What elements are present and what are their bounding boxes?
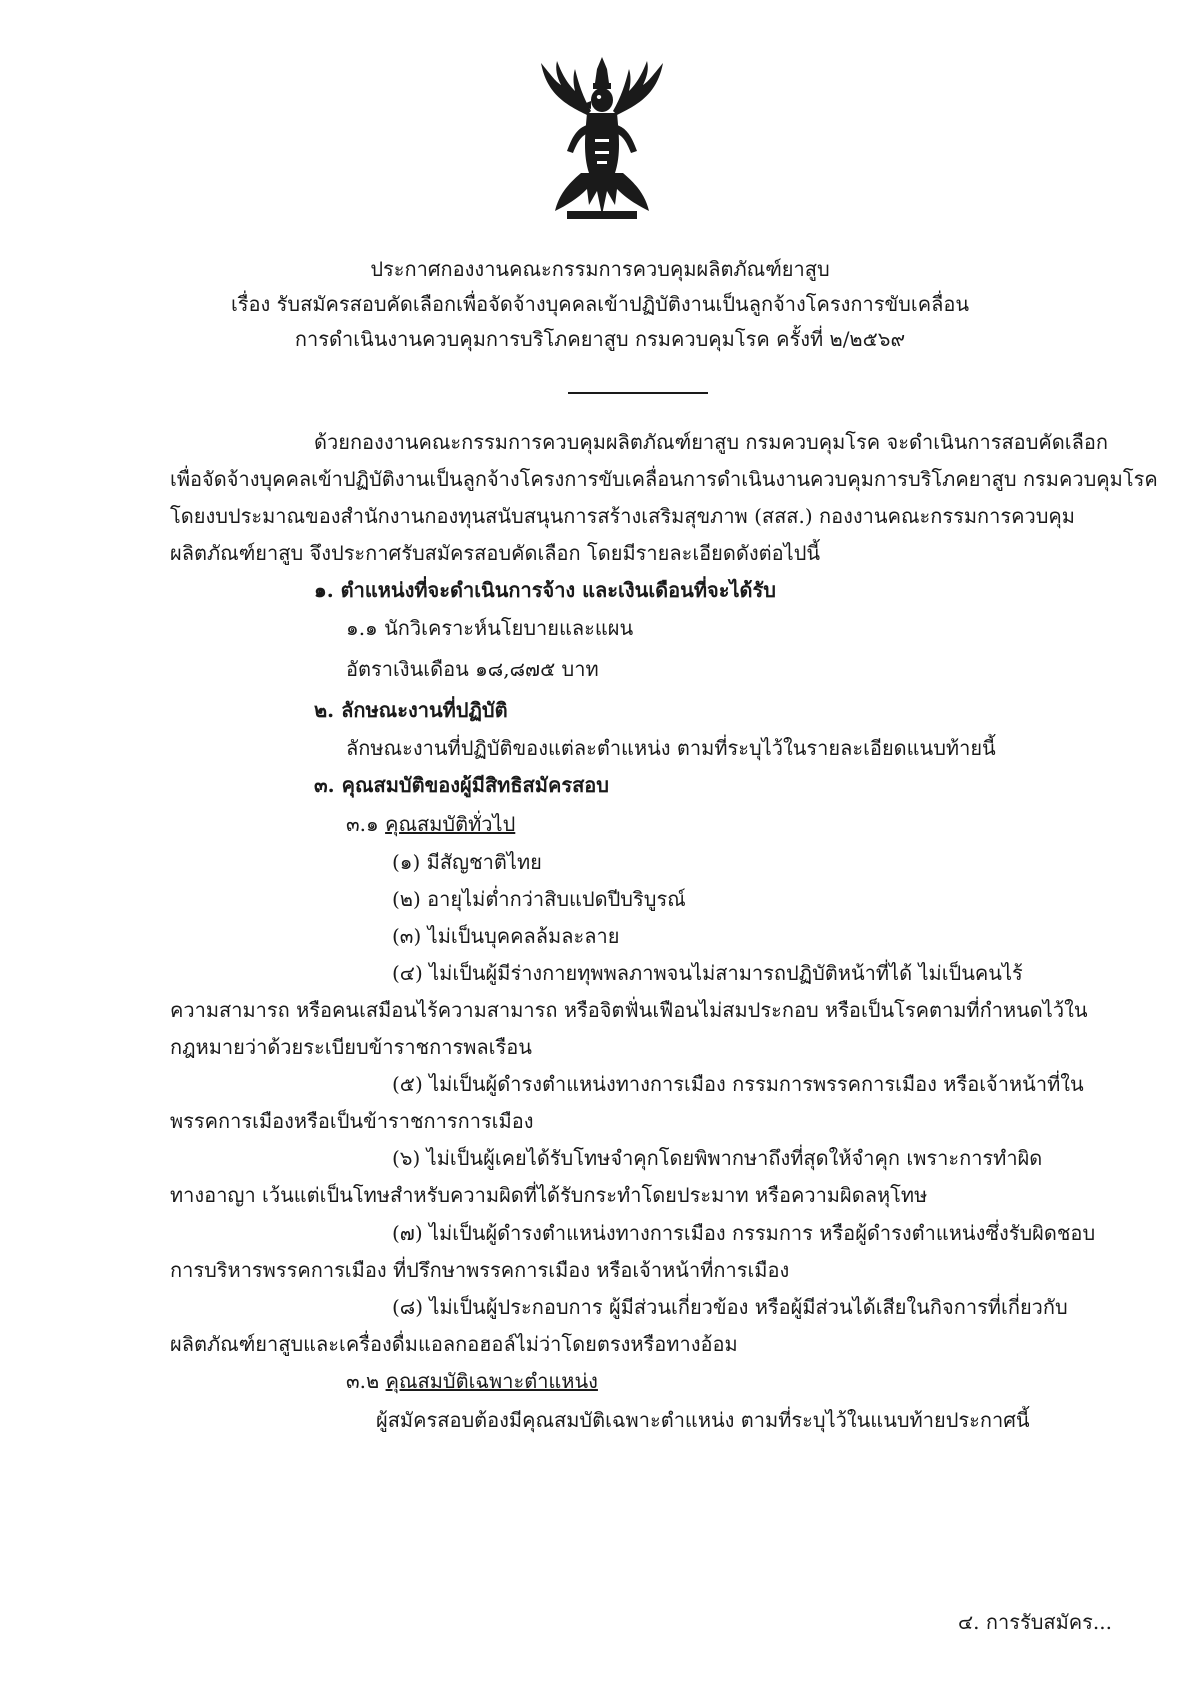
specific-qualifications-title: คุณสมบัติเฉพาะตำแหน่ง [385, 1369, 598, 1393]
qualification-item-continued: การบริหารพรรคการเมือง ที่ปรึกษาพรรคการเมือง หรือเจ้าหน้าที่การเมือง [170, 1258, 790, 1282]
position-item: ๑.๑ นักวิเคราะห์นโยบายและแผน [346, 616, 634, 640]
specific-qualifications-heading [346, 1369, 598, 1393]
section-3-heading: ๓. คุณสมบัติของผู้มีสิทธิสมัครสอบ [314, 773, 609, 797]
specific-qualifications-text: ผู้สมัครสอบต้องมีคุณสมบัติเฉพาะตำแหน่ง ตามที่ระบุไว้ในแนบท้ายประกาศนี้ [376, 1408, 1030, 1432]
announcement-subject-line-1: เรื่อง รับสมัครสอบคัดเลือกเพื่อจัดจ้างบุคคลเข้าปฏิบัติงานเป็นลูกจ้างโครงการขับเคลื่อน [230, 292, 970, 316]
page-continuation: ๔. การรับสมัคร... [958, 1610, 1112, 1634]
general-qualifications-title: คุณสมบัติทั่วไป [385, 812, 516, 836]
qualification-item: (๘) ไม่เป็นผู้ประกอบการ ผู้มีส่วนเกี่ยวข้อง หรือผู้มีส่วนได้เสียในกิจการที่เกี่ยวกับ [392, 1295, 1068, 1319]
qualification-item-continued: ทางอาญา เว้นแต่เป็นโทษสำหรับความผิดที่ได้รับกระทำโดยประมาท หรือความผิดลหุโทษ [170, 1183, 928, 1207]
qualification-item: (๕) ไม่เป็นผู้ดำรงตำแหน่งทางการเมือง กรรมการพรรคการเมือง หรือเจ้าหน้าที่ใน [392, 1072, 1084, 1096]
qualification-item: (๓) ไม่เป็นบุคคลล้มละลาย [392, 924, 620, 948]
qualification-item-continued: ผลิตภัณฑ์ยาสูบและเครื่องดื่มแอลกอฮอล์ไม่ว่าโดยตรงหรือทางอ้อม [170, 1332, 738, 1356]
header-divider [568, 392, 708, 394]
qualification-item: (๖) ไม่เป็นผู้เคยได้รับโทษจำคุกโดยพิพากษาถึงที่สุดให้จำคุก เพราะการทำผิด [392, 1146, 1043, 1170]
announcement-title: ประกาศกองงานคณะกรรมการควบคุมผลิตภัณฑ์ยาสูบ [370, 257, 830, 281]
qualification-item: (๑) มีสัญชาติไทย [392, 850, 542, 874]
garuda-emblem-icon [537, 55, 667, 225]
qualification-item-continued: ความสามารถ หรือคนเสมือนไร้ความสามารถ หรือจิตฟั่นเฟือนไม่สมประกอบ หรือเป็นโรคตามที่กำหนดไว้ใน [170, 998, 1088, 1022]
salary-rate: อัตราเงินเดือน ๑๘,๘๗๕ บาท [346, 657, 599, 681]
intro-line: ด้วยกองงานคณะกรรมการควบคุมผลิตภัณฑ์ยาสูบ กรมควบคุมโรค จะดำเนินการสอบคัดเลือก [314, 430, 1108, 454]
qualification-item: (๒) อายุไม่ต่ำกว่าสิบแปดปีบริบูรณ์ [392, 887, 686, 911]
general-qualifications-heading [346, 812, 515, 836]
qualification-item: (๔) ไม่เป็นผู้มีร่างกายทุพพลภาพจนไม่สามารถปฏิบัติหน้าที่ได้ ไม่เป็นคนไร้ [392, 961, 1023, 985]
qualification-item-continued: พรรคการเมืองหรือเป็นข้าราชการการเมือง [170, 1109, 534, 1133]
section-1-heading: ๑. ตำแหน่งที่จะดำเนินการจ้าง และเงินเดือนที่จะได้รับ [314, 578, 776, 602]
section-2-text: ลักษณะงานที่ปฏิบัติของแต่ละตำแหน่ง ตามที่ระบุไว้ในรายละเอียดแนบท้ายนี้ [346, 736, 996, 760]
specific-qualifications-number: ๓.๒ [346, 1369, 380, 1393]
general-qualifications-number: ๓.๑ [346, 812, 379, 836]
intro-line: ผลิตภัณฑ์ยาสูบ จึงประกาศรับสมัครสอบคัดเลือก โดยมีรายละเอียดดังต่อไปนี้ [170, 541, 821, 565]
qualification-item-continued: กฎหมายว่าด้วยระเบียบข้าราชการพลเรือน [170, 1035, 532, 1059]
intro-line: โดยงบประมาณของสำนักงานกองทุนสนับสนุนการสร้างเสริมสุขภาพ (สสส.) กองงานคณะกรรมการควบคุม [170, 504, 1075, 528]
intro-line: เพื่อจัดจ้างบุคคลเข้าปฏิบัติงานเป็นลูกจ้างโครงการขับเคลื่อนการดำเนินงานควบคุมการบริโภคยาสูบ กรมควบคุมโรค [170, 467, 1158, 491]
section-2-heading: ๒. ลักษณะงานที่ปฏิบัติ [314, 698, 508, 722]
qualification-item: (๗) ไม่เป็นผู้ดำรงตำแหน่งทางการเมือง กรรมการ หรือผู้ดำรงตำแหน่งซึ่งรับผิดชอบ [392, 1221, 1096, 1245]
announcement-subject-line-2: การดำเนินงานควบคุมการบริโภคยาสูบ กรมควบคุมโรค ครั้งที่ ๒/๒๕๖๙ [294, 327, 906, 351]
